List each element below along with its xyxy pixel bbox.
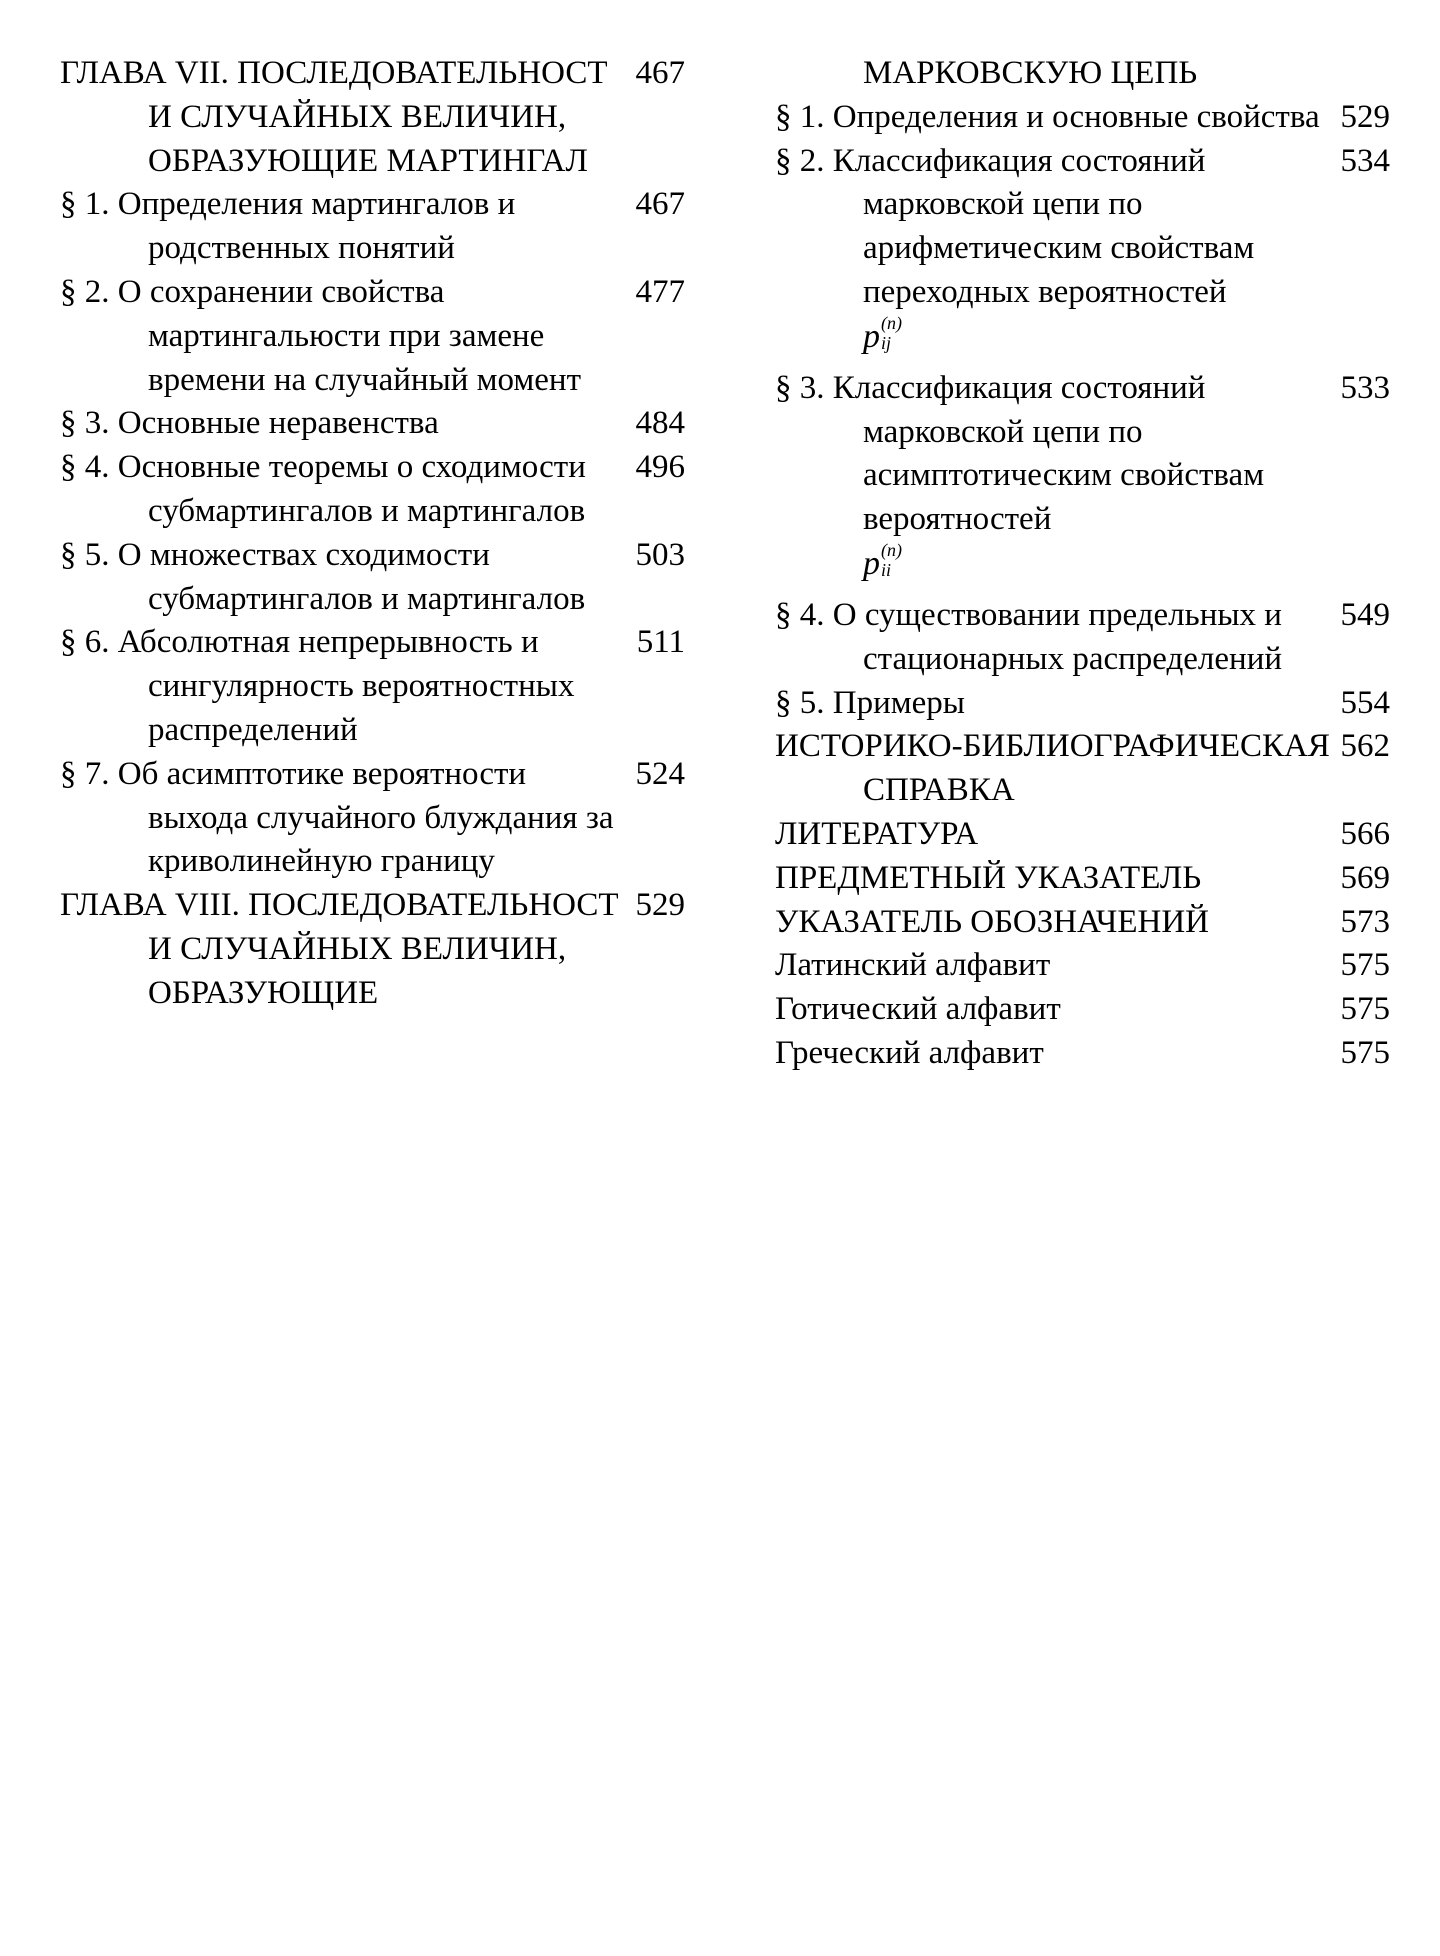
toc-entry-page: 575 <box>1340 947 1390 984</box>
toc-entry-page: 549 <box>1340 596 1390 633</box>
toc-entry <box>60 534 685 622</box>
toc-entry-page: 575 <box>1340 1034 1390 1071</box>
toc-entry <box>775 367 1390 542</box>
toc-entry <box>775 857 1390 901</box>
toc-entry-title: § 6. Абсолютная непрерывность и сингулярность вероятностных распределений <box>60 624 575 748</box>
toc-entry-page: 467 <box>635 186 685 223</box>
toc-entry <box>775 944 1390 988</box>
toc-entry-page: 533 <box>1340 369 1390 406</box>
toc-entry-page: 554 <box>1340 684 1390 721</box>
toc-right-column <box>775 52 1390 1076</box>
formula-subscript: ii <box>881 559 892 580</box>
toc-entry-page: 566 <box>1340 815 1390 852</box>
toc-entry-page: 484 <box>635 405 685 442</box>
toc-entry-title: ЛИТЕРАТУРА <box>775 815 979 852</box>
toc-left-column <box>60 52 685 1016</box>
toc-entry-title: § 5. О множествах сходимости субмартингалов и мартингалов <box>60 536 586 617</box>
toc-entry-title: Готический алфавит <box>775 991 1061 1028</box>
toc-entry-title: ГЛАВА VIII. ПОСЛЕДОВАТЕЛЬНОСТ И СЛУЧАЙНЫХ ВЕЛИЧИН, ОБРАЗУЮЩИЕ <box>60 887 619 1011</box>
toc-entry-page: 534 <box>1340 142 1390 179</box>
toc-entry-title: ПРЕДМЕТНЫЙ УКАЗАТЕЛЬ <box>775 859 1202 896</box>
toc-entry-page: 575 <box>1340 991 1390 1028</box>
toc-entry-title: ИСТОРИКО-БИБЛИОГРАФИЧЕСКАЯ СПРАВКА <box>775 728 1330 809</box>
toc-entry <box>60 402 685 446</box>
toc-entry-page: 573 <box>1340 903 1390 940</box>
toc-entry-page: 529 <box>1340 98 1390 135</box>
toc-continued-title: МАРКОВСКУЮ ЦЕПЬ <box>863 55 1198 91</box>
formula-subscript: ij <box>881 332 892 353</box>
toc-entry <box>60 52 685 183</box>
formula-base: p <box>863 544 880 582</box>
toc-entry-title: § 4. О существовании предельных и стационарных распределений <box>775 596 1283 677</box>
toc-entry-page: 503 <box>635 536 685 573</box>
toc-entry-page: 477 <box>635 273 685 310</box>
toc-entry <box>775 988 1390 1032</box>
toc-entry-title: § 2. О сохранении свойства мартингальюсти при замене времени на случайный момент <box>60 273 582 398</box>
toc-entry <box>775 901 1390 945</box>
math-formula-pij <box>775 312 1390 363</box>
formula-superscript: (n) <box>881 539 902 560</box>
toc-entry <box>60 183 685 271</box>
toc-entry-page: 569 <box>1340 859 1390 896</box>
toc-entry <box>775 1032 1390 1076</box>
toc-entry <box>775 682 1390 726</box>
formula-base: p <box>863 317 880 355</box>
toc-entry-title: § 3. Классификация состояний марковской цепи по асимптотическим свойствам вероятностей <box>775 369 1265 538</box>
toc-entry <box>60 446 685 534</box>
toc-entry-title: Греческий алфавит <box>775 1034 1044 1071</box>
toc-entry-title: УКАЗАТЕЛЬ ОБОЗНАЧЕНИЙ <box>775 903 1209 940</box>
toc-entry <box>60 271 685 402</box>
toc-entry-title: Латинский алфавит <box>775 947 1051 984</box>
toc-entry <box>60 621 685 752</box>
toc-entry <box>775 725 1390 813</box>
toc-entry-title: § 5. Примеры <box>775 684 965 721</box>
toc-entry-page: 496 <box>635 449 685 486</box>
toc-entry <box>775 140 1390 315</box>
toc-entry-title: § 1. Определения и основные свойства <box>775 98 1320 135</box>
toc-entry-page: 529 <box>635 887 685 924</box>
toc-entry-title: § 4. Основные теоремы о сходимости субмартингалов и мартингалов <box>60 449 586 529</box>
toc-entry <box>775 813 1390 857</box>
toc-entry <box>775 96 1390 140</box>
toc-entry-title: ГЛАВА VII. ПОСЛЕДОВАТЕЛЬНОСТ И СЛУЧАЙНЫХ ВЕЛИЧИН, ОБРАЗУЮЩИЕ МАРТИНГАЛ <box>60 55 608 179</box>
toc-entry-title: § 3. Основные неравенства <box>60 405 439 442</box>
toc-entry <box>60 753 685 884</box>
formula-superscript: (n) <box>881 312 902 333</box>
math-formula-pii <box>775 539 1390 590</box>
toc-entry <box>775 594 1390 682</box>
toc-entry-page: 562 <box>1340 728 1390 765</box>
toc-entry-title: § 7. Об асимптотике вероятности выхода случайного блуждания за криволинейную границу <box>60 755 614 880</box>
toc-entry-page: 511 <box>636 624 685 661</box>
toc-entry-title: § 1. Определения мартингалов и родственных понятий <box>60 186 516 267</box>
toc-entry-title: § 2. Классификация состояний марковской цепи по арифметическим свойствам переходных вероятностей <box>775 142 1255 310</box>
toc-entry-page: 467 <box>635 55 685 91</box>
toc-entry <box>60 884 685 1015</box>
toc-entry-page: 524 <box>635 755 685 792</box>
